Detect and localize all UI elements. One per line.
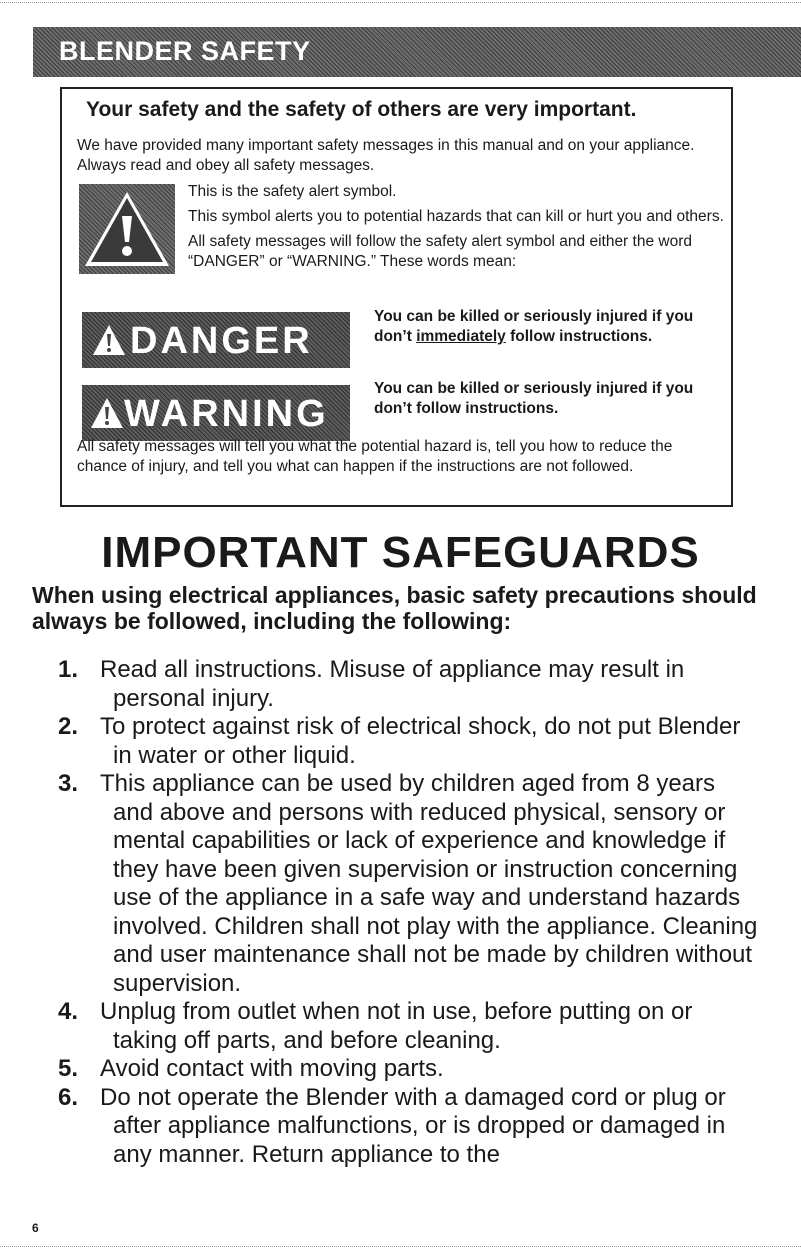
danger-text-part: You can be killed or seriously injured if you don’t bbox=[374, 308, 694, 345]
safety-message-box bbox=[60, 87, 733, 507]
alert-line: This symbol alerts you to potential hazards that can kill or hurt you and others. bbox=[188, 208, 724, 225]
item-number: 5. bbox=[57, 1055, 78, 1082]
warning-description: You can be killed or seriously injured if you don’t follow instructions. bbox=[374, 380, 694, 417]
warning-alert-icon bbox=[90, 397, 124, 429]
safeguards-list bbox=[40, 656, 760, 1169]
safety-box-heading: Your safety and the safety of others are very important. bbox=[86, 98, 637, 121]
page-number: 6 bbox=[32, 1221, 39, 1235]
list-item bbox=[40, 656, 760, 713]
alert-line: This is the safety alert symbol. bbox=[188, 183, 397, 200]
danger-alert-icon bbox=[92, 324, 126, 356]
item-text: Unplug from outlet when not in use, before putting on or taking off parts, and before cleaning. bbox=[100, 998, 693, 1054]
item-number: 4. bbox=[57, 998, 78, 1025]
section-banner bbox=[33, 27, 801, 77]
item-text: To protect against risk of electrical shock, do not put Blender in water or other liquid. bbox=[100, 713, 741, 769]
safety-box-intro: We have provided many important safety messages in this manual and on your appliance. Always read and obey all safety messages. bbox=[77, 137, 695, 174]
top-dotted-rule bbox=[0, 2, 801, 3]
list-item bbox=[40, 713, 760, 770]
list-item bbox=[40, 998, 760, 1055]
safeguards-title: IMPORTANT SAFEGUARDS bbox=[101, 528, 700, 577]
item-number: 3. bbox=[57, 770, 78, 797]
item-number: 2. bbox=[57, 713, 78, 740]
danger-text-emphasis: immediately bbox=[416, 328, 506, 345]
item-number: 6. bbox=[57, 1083, 78, 1111]
safety-alert-explanation bbox=[188, 182, 728, 277]
alert-line: All safety messages will follow the safety alert symbol and either the word “DANGER” or “WARNING.” These words mean: bbox=[188, 233, 692, 270]
warning-label: WARNING bbox=[124, 393, 329, 435]
safeguards-intro: When using electrical appliances, basic safety precautions should always be followed, including the following: bbox=[32, 582, 757, 634]
item-text: Read all instructions. Misuse of appliance may result in personal injury. bbox=[100, 656, 685, 712]
danger-text-part: follow instructions. bbox=[505, 328, 653, 345]
danger-signal-banner bbox=[82, 312, 350, 368]
bottom-dotted-rule bbox=[0, 1246, 801, 1247]
danger-description bbox=[374, 307, 724, 347]
section-title: BLENDER SAFETY bbox=[59, 36, 311, 66]
item-text: This appliance can be used by children aged from 8 years and above and persons with reduced physical, sensory or mental capabilities or lack of experience and knowledge if they have been given supervision or instruction concerning use of the appliance in a safe way and understand hazards involved. Children shall not play with the appliance. Cleaning and user maintenance shall not be made by children without supervision. bbox=[100, 770, 758, 997]
safety-box-footer: All safety messages will tell you what the potential hazard is, tell you how to reduce the chance of injury, and tell you what can happen if the instructions are not followed. bbox=[77, 438, 673, 475]
list-item bbox=[40, 1055, 760, 1084]
item-text: Do not operate the Blender with a damaged cord or plug or after appliance malfunctions, or is dropped or damaged in any manner. Return appliance to the bbox=[100, 1083, 726, 1168]
safety-alert-triangle-icon bbox=[79, 184, 175, 274]
item-number: 1. bbox=[57, 656, 78, 683]
item-text: Avoid contact with moving parts. bbox=[100, 1055, 444, 1082]
warning-signal-banner bbox=[82, 385, 350, 441]
list-item bbox=[40, 770, 760, 998]
list-item bbox=[40, 1084, 760, 1170]
danger-label: DANGER bbox=[130, 320, 313, 362]
